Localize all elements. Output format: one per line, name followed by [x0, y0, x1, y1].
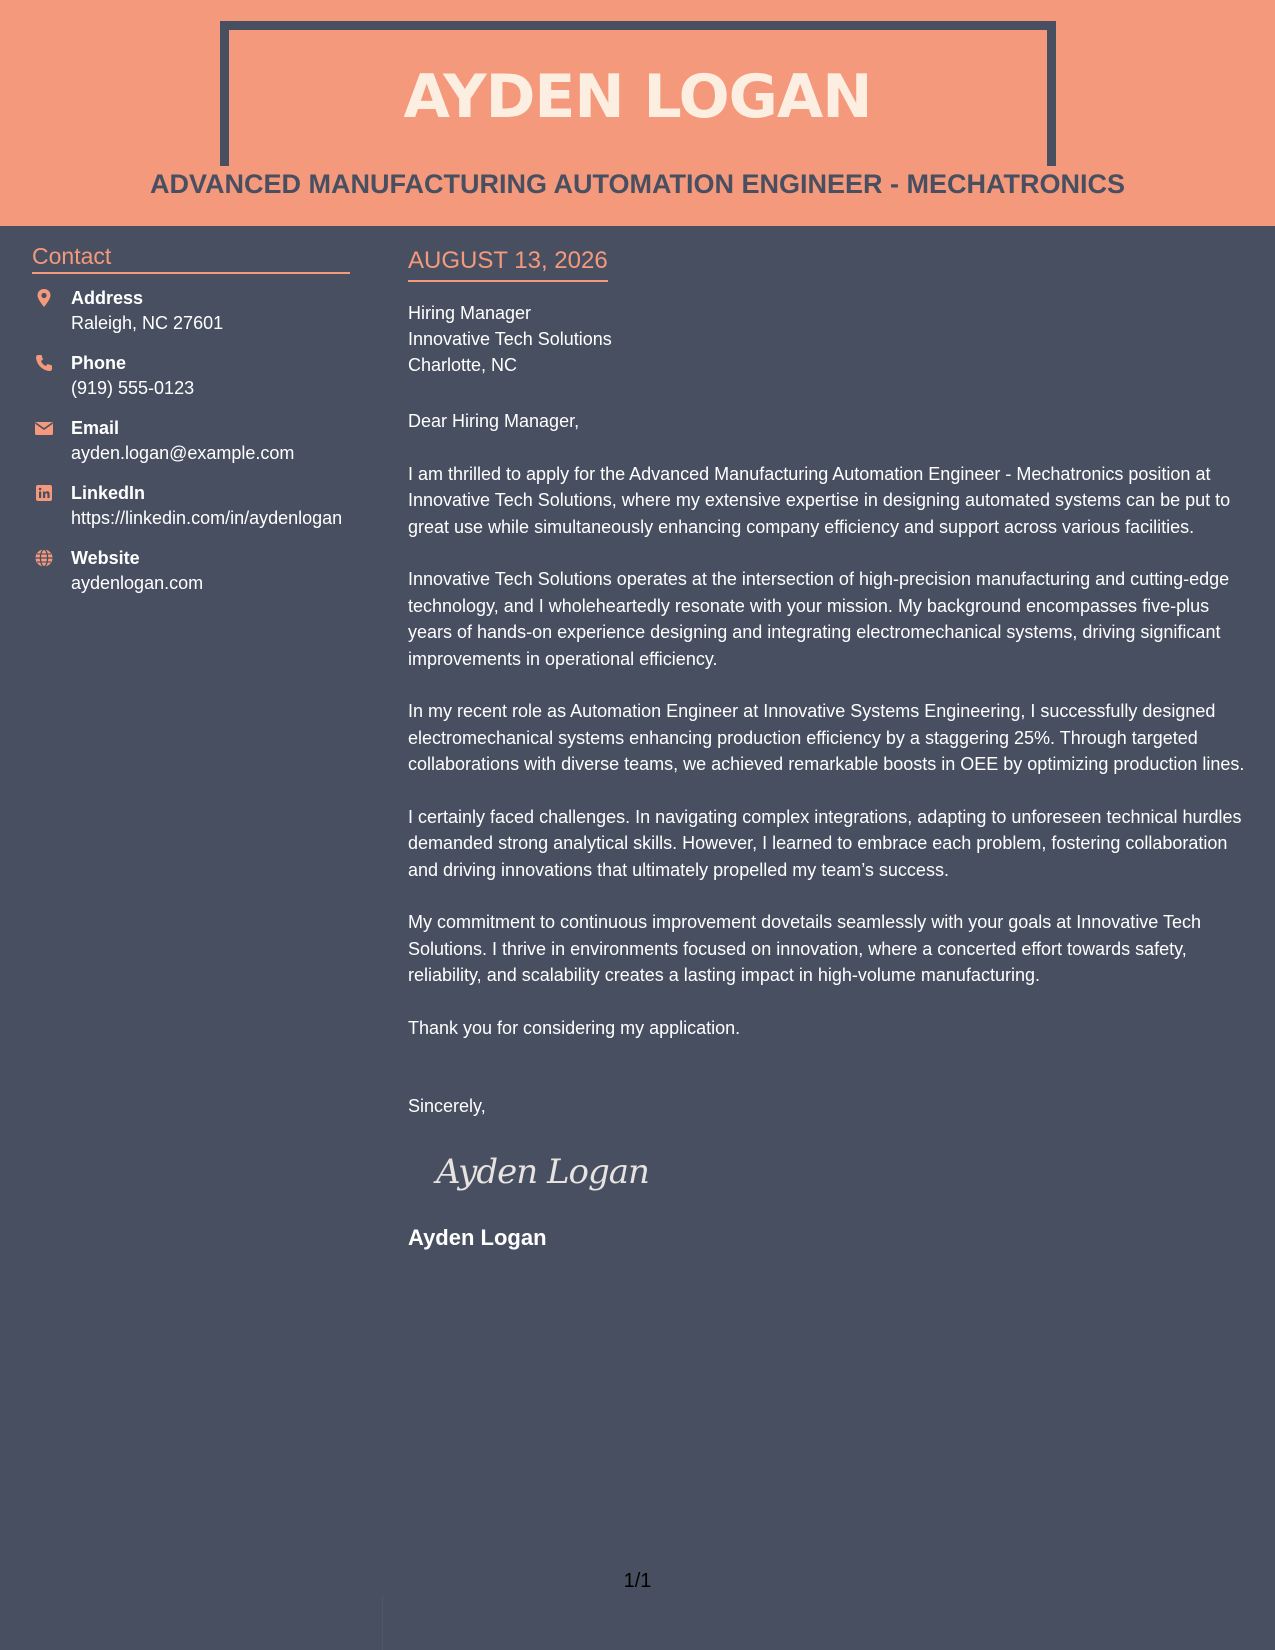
- address-value: Raleigh, NC 27601: [71, 313, 224, 333]
- email-link[interactable]: ayden.logan@example.com: [71, 443, 295, 463]
- linkedin-label: LinkedIn: [71, 483, 146, 503]
- contact-item-address: [32, 286, 350, 336]
- job-title-text: ADVANCED MANUFACTURING AUTOMATION ENGINEER - MECHATRONICS: [144, 169, 1131, 199]
- letter-content: [408, 408, 1250, 1120]
- closing: Sincerely,: [408, 1096, 486, 1116]
- recipient-block: [408, 300, 1250, 378]
- contact-heading: Contact: [32, 242, 350, 274]
- phone-value: (919) 555-0123: [71, 378, 195, 398]
- divider: [382, 1595, 383, 1650]
- email-label: Email: [71, 418, 120, 438]
- header-banner: [0, 0, 1275, 226]
- map-pin-icon: [34, 288, 54, 308]
- contact-sidebar: [32, 242, 350, 611]
- salutation: Dear Hiring Manager,: [408, 411, 580, 431]
- website-label: Website: [71, 548, 140, 568]
- letter-paragraph: Thank you for considering my application.: [408, 1017, 741, 1038]
- letter-paragraph: Innovative Tech Solutions operates at the intersection of high-precision manufacturing and cutting-edge technology, and I wholeheartedly resonate with your mission. My background encompasses five-plus years of hands-on experience designing and integrating electromechanical systems, driving significant improvements in operational efficiency.: [408, 569, 1230, 669]
- handwritten-signature: Ayden Logan: [436, 1151, 649, 1192]
- letter-paragraph: My commitment to continuous improvement dovetails seamlessly with your goals at Innovative Tech Solutions. I thrive in environments focused on innovation, where a concerted effort towards safety, reliability, and scalability creates a lasting impact in high-volume manufacturing.: [408, 912, 1202, 985]
- letter-paragraph: I certainly faced challenges. In navigating complex integrations, adapting to unforeseen technical hurdles demanded strong analytical skills. However, I learned to embrace each problem, fostering collaboration and driving innovations that ultimately propelled my team’s success.: [408, 806, 1242, 880]
- signer-name: Ayden Logan: [408, 1224, 547, 1250]
- address-label: Address: [71, 288, 144, 308]
- job-title: [0, 166, 1275, 202]
- letter-paragraph: I am thrilled to apply for the Advanced Manufacturing Automation Engineer - Mechatronics position at Innovative Tech Solutions, where my extensive expertise in designing automated systems can be put to great use while simultaneously enhancing company efficiency and support across various facilities.: [408, 463, 1231, 537]
- contact-item-phone: [32, 351, 350, 401]
- contact-item-email: [32, 416, 350, 466]
- recipient-line: Charlotte, NC: [408, 355, 518, 375]
- contact-item-website: [32, 546, 350, 596]
- letter-date: AUGUST 13, 2026: [408, 246, 608, 282]
- linkedin-link[interactable]: https://linkedin.com/in/aydenlogan: [71, 508, 343, 528]
- website-link[interactable]: aydenlogan.com: [71, 573, 204, 593]
- contact-item-linkedin: [32, 481, 350, 531]
- page-number: 1/1: [623, 1570, 652, 1592]
- globe-icon: [34, 548, 54, 568]
- recipient-line: Innovative Tech Solutions: [408, 329, 612, 349]
- recipient-line: Hiring Manager: [408, 303, 532, 323]
- letter-paragraph: In my recent role as Automation Engineer at Innovative Systems Engineering, I successfully designed electromechanical systems enhancing production efficiency by a staggering 25%. Through targeted collaborations with diverse teams, we achieved remarkable boosts in OEE by optimizing production lines.: [408, 701, 1245, 774]
- envelope-icon: [34, 418, 54, 438]
- phone-label: Phone: [71, 353, 127, 373]
- applicant-name: AYDEN LOGAN: [403, 62, 872, 132]
- linkedin-icon: [34, 483, 54, 503]
- phone-icon: [34, 353, 54, 373]
- letter-body: [408, 246, 1250, 1252]
